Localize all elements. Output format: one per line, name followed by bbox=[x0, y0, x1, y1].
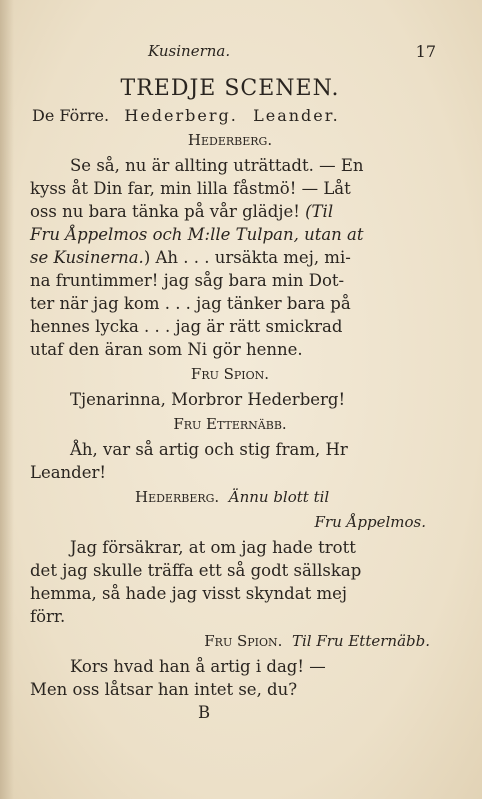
line: utaf den äran som Ni gör henne. bbox=[30, 340, 303, 359]
scene-title: TREDJE SCENEN. bbox=[120, 76, 340, 101]
line: Kors hvad han å artig i dag! — bbox=[70, 657, 326, 676]
signature-letter: B bbox=[198, 703, 211, 722]
line: hennes lycka . . . jag är rätt smickrad bbox=[30, 317, 343, 336]
line: kyss åt Din far, min lilla fåstmö! — Låt bbox=[30, 179, 351, 198]
speaker-name: Fru Spion. bbox=[204, 632, 283, 650]
speaker-name: Hederberg. bbox=[135, 488, 220, 506]
line: förr. bbox=[30, 607, 66, 626]
stage-direction-close: ) bbox=[143, 248, 151, 267]
person-leander: Leander. bbox=[253, 106, 340, 125]
stage-direction: Fru Åppelmos. bbox=[314, 513, 426, 531]
person-hederberg: Hederberg. bbox=[124, 106, 238, 125]
stage-direction: se Kusinerna. bbox=[30, 248, 144, 267]
page-number: 17 bbox=[415, 42, 436, 61]
stage-direction: Fru Åppelmos och M:lle Tulpan, utan at bbox=[30, 225, 364, 244]
line bbox=[30, 200, 430, 223]
speech-hederberg-1 bbox=[30, 154, 430, 361]
stage-direction-cont bbox=[30, 511, 426, 534]
running-title: Kusinerna. bbox=[148, 42, 231, 60]
speech-fru-spion-2 bbox=[30, 655, 430, 701]
speaker-hederberg-1: Hederberg. bbox=[187, 131, 273, 149]
signature-mark bbox=[30, 701, 430, 724]
page-gutter-shadow bbox=[0, 0, 14, 799]
speaker-fru-etternabb: Fru Etternäbb. bbox=[173, 415, 287, 433]
line-text: oss nu bara tänka på vår glädje! bbox=[30, 202, 300, 221]
line-text: Ah . . . ursäkta mej, mi- bbox=[155, 248, 351, 267]
person-de-forre: De Förre. bbox=[32, 106, 110, 125]
line: hemma, så hade jag visst skyndat mej bbox=[30, 584, 347, 603]
speech-fru-spion-1: Tjenarinna, Morbror Hederberg! bbox=[70, 390, 346, 409]
line: ter när jag kom . . . jag tänker bara på bbox=[30, 294, 351, 313]
line: Men oss låtsar han intet se, du? bbox=[30, 680, 298, 699]
speech-hederberg-2 bbox=[30, 536, 430, 628]
persons-line bbox=[32, 104, 430, 127]
speaker-fru-spion-1: Fru Spion. bbox=[190, 365, 270, 383]
line: Åh, var så artig och stig fram, Hr bbox=[70, 440, 348, 459]
speaker-hederberg-2 bbox=[135, 486, 430, 509]
stage-direction: Til Fru Etternäbb. bbox=[291, 632, 430, 650]
stage-direction: Ännu blott til bbox=[228, 488, 330, 506]
line bbox=[30, 246, 430, 269]
speaker-fru-spion-2 bbox=[30, 630, 430, 653]
speech-fru-etternabb bbox=[30, 438, 430, 484]
page-text bbox=[30, 40, 436, 724]
line: na fruntimmer! jag såg bara min Dot- bbox=[30, 271, 345, 290]
line: det jag skulle träffa ett så godt sällskap bbox=[30, 561, 362, 580]
running-head bbox=[30, 40, 436, 66]
stage-direction-open: (Til bbox=[305, 202, 334, 221]
line: Se så, nu är allting uträttadt. — En bbox=[70, 156, 364, 175]
line: Jag försäkrar, at om jag hade trott bbox=[70, 538, 356, 557]
line: Leander! bbox=[30, 463, 107, 482]
